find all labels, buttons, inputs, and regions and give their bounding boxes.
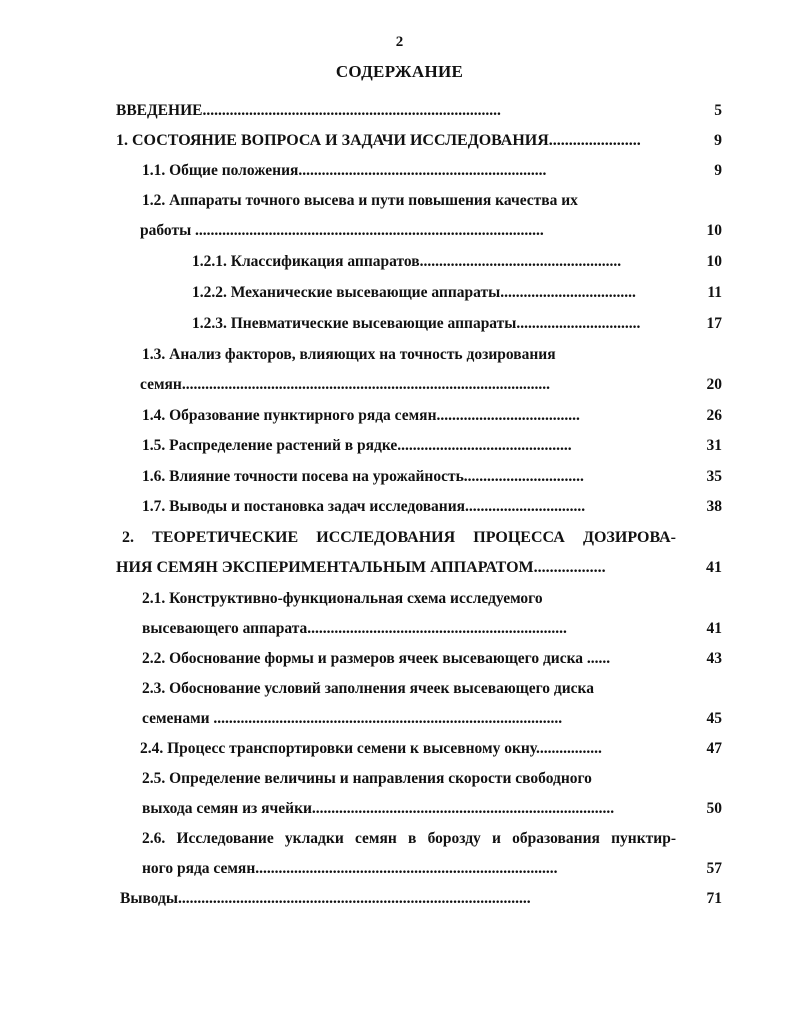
toc-entry-text: 1.2.2. Механические высевающие аппараты...................................	[192, 284, 636, 301]
toc-entry-page: 20	[706, 376, 722, 393]
page-number: 2	[395, 34, 404, 50]
toc-entry-1-2-3[interactable]	[0, 309, 799, 339]
toc-entry-page: 26	[706, 407, 722, 424]
toc-entry-1-2-2[interactable]	[0, 278, 799, 308]
toc-entry-2-6-line-1[interactable]	[0, 824, 799, 854]
toc-entry-text: 2.3. Обоснование условий заполнения ячеек высевающего диска	[142, 680, 595, 697]
toc-entry-page: 43	[706, 650, 722, 667]
toc-entry-page: 47	[706, 740, 722, 757]
toc-entry-text: 1.1. Общие положения................................................................	[142, 162, 547, 179]
toc-entry-page: 17	[706, 315, 722, 332]
toc-entry-text: 1.2.1. Классификация аппаратов....................................................	[192, 253, 622, 270]
toc-entry-1-3-line-2[interactable]	[0, 370, 799, 400]
toc-entry-2-5-line-1[interactable]	[0, 764, 799, 794]
toc-entry-text: работы ..........................................................................................	[140, 222, 544, 239]
toc-entry-text: 1.2. Аппараты точного высева и пути повышения качества их	[142, 192, 578, 209]
toc-entry-text: 2.1. Конструктивно-функциональная схема исследуемого	[142, 590, 543, 607]
toc-entry-1-3-line-1[interactable]	[0, 340, 799, 370]
toc-entry-conclusions[interactable]	[0, 884, 799, 914]
toc-entry-chapter-2-line-2[interactable]	[0, 553, 799, 583]
toc-entry-2-1-line-2[interactable]	[0, 614, 799, 644]
toc-entry-text: 1.3. Анализ факторов, влияющих на точность дозирования	[142, 346, 556, 363]
toc-entry-1-2-line-1[interactable]	[0, 186, 799, 216]
toc-entry-chapter-1[interactable]	[0, 126, 799, 156]
toc-entry-page: 50	[706, 800, 722, 817]
toc-entry-text: ВВЕДЕНИЕ.............................................................................	[116, 102, 501, 119]
toc-entry-page: 38	[706, 498, 722, 515]
toc-entry-text: 1.4. Образование пунктирного ряда семян.....................................	[142, 407, 580, 424]
toc-entry-1-5[interactable]	[0, 431, 799, 461]
toc-entry-text: 1.7. Выводы и постановка задач исследования...............................	[142, 498, 586, 515]
toc-entry-text: НИЯ СЕМЯН ЭКСПЕРИМЕНТАЛЬНЫМ АППАРАТОМ..................	[116, 559, 606, 576]
toc-entry-text: семенами ..........................................................................................	[142, 710, 563, 727]
toc-entry-text: 1.2.3. Пневматические высевающие аппараты................................	[192, 315, 641, 332]
toc-entry-text: Выводы...........................................................................................	[120, 890, 531, 907]
toc-entry-1-1[interactable]	[0, 156, 799, 186]
toc-entry-text: 1.5. Распределение растений в рядке.............................................	[142, 437, 572, 454]
toc-entry-text: 2.5. Определение величины и направления скорости свободного	[142, 770, 592, 787]
toc-entry-text: 2.2. Обоснование формы и размеров ячеек высевающего диска ......	[142, 650, 611, 667]
toc-entry-2-1-line-1[interactable]	[0, 584, 799, 614]
toc-entry-text: высевающего аппарата...................................................................	[142, 620, 567, 637]
toc-entry-page: 31	[706, 437, 722, 454]
toc-entry-page: 9	[714, 132, 722, 149]
toc-entry-text: ного ряда семян..............................................................................	[142, 860, 558, 877]
toc-entry-page: 10	[706, 253, 722, 270]
toc-entry-text: 1. СОСТОЯНИЕ ВОПРОСА И ЗАДАЧИ ИССЛЕДОВАНИЯ.......................	[116, 132, 641, 149]
toc-entry-1-2-1[interactable]	[0, 247, 799, 277]
toc-entry-page: 71	[706, 890, 722, 907]
toc-entry-text: 2.6. Исследование укладки семян в борозду и образования пунктир-	[142, 830, 676, 847]
toc-entry-2-3-line-2[interactable]	[0, 704, 799, 734]
toc-entry-2-5-line-2[interactable]	[0, 794, 799, 824]
toc-entry-2-3-line-1[interactable]	[0, 674, 799, 704]
toc-entry-introduction[interactable]	[0, 96, 799, 126]
toc-entry-2-4[interactable]	[0, 734, 799, 764]
toc-heading: СОДЕРЖАНИЕ	[335, 62, 464, 81]
toc-entry-text: 2.4. Процесс транспортировки семени к высевному окну.................	[140, 740, 602, 757]
toc-entry-page: 57	[706, 860, 722, 877]
toc-entry-page: 11	[707, 284, 722, 301]
toc-entry-1-4[interactable]	[0, 401, 799, 431]
toc-entry-text: 1.6. Влияние точности посева на урожайность...............................	[142, 468, 584, 485]
toc-entry-text: 2. ТЕОРЕТИЧЕСКИЕ ИССЛЕДОВАНИЯ ПРОЦЕССА ДОЗИРОВА-	[122, 529, 676, 546]
toc-entry-text: выхода семян из ячейки..............................................................................	[142, 800, 615, 817]
toc-entry-page: 41	[706, 559, 722, 576]
toc-entry-1-2-line-2[interactable]	[0, 216, 799, 246]
toc-entry-2-2[interactable]	[0, 644, 799, 674]
toc-entry-page: 9	[714, 162, 722, 179]
toc-entry-2-6-line-2[interactable]	[0, 854, 799, 884]
toc-entry-1-7[interactable]	[0, 492, 799, 522]
toc-entry-page: 35	[706, 468, 722, 485]
toc-entry-page: 10	[706, 222, 722, 239]
toc-entry-page: 41	[706, 620, 722, 637]
toc-entry-page: 5	[714, 102, 722, 119]
toc-entry-chapter-2-line-1[interactable]	[0, 523, 799, 553]
toc-entry-page: 45	[706, 710, 722, 727]
toc-entry-text: семян...............................................................................................	[140, 376, 550, 393]
toc-entry-1-6[interactable]	[0, 462, 799, 492]
